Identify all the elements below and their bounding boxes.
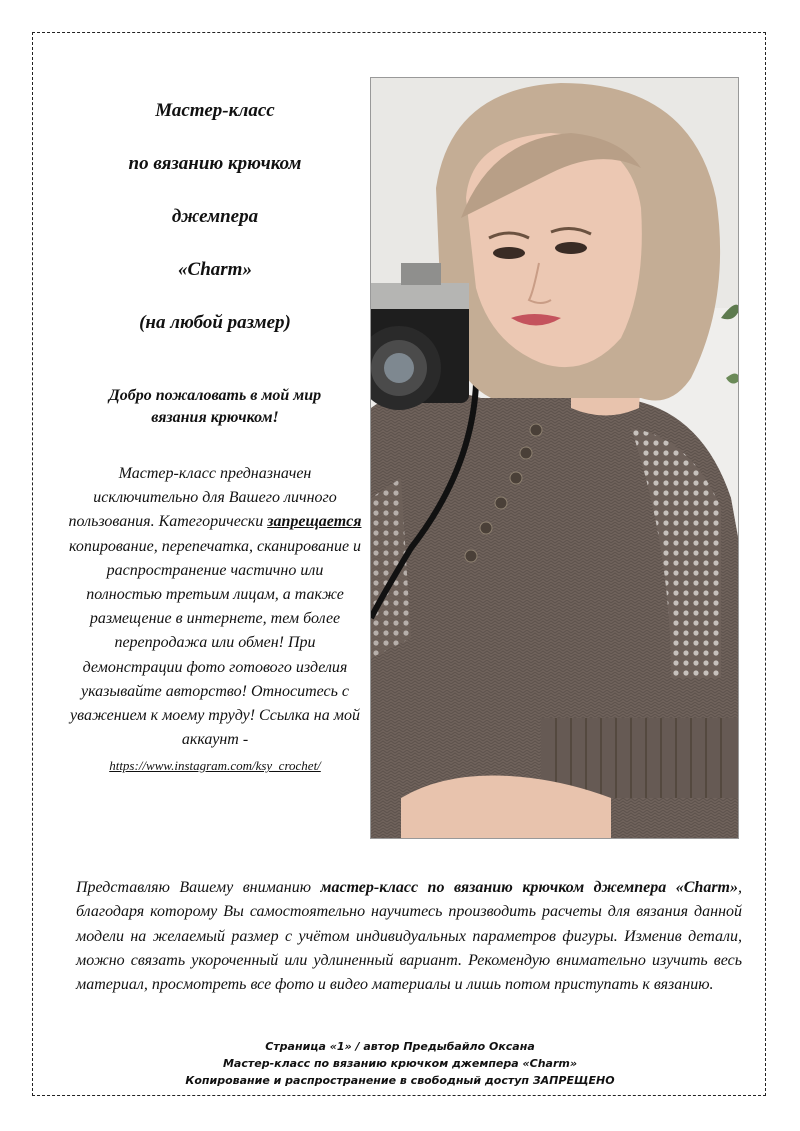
welcome-line: Добро пожаловать в мой мир (108, 387, 322, 404)
title-line: Мастер-класс (155, 100, 275, 121)
intro-text: Представляю Вашему вниманию (76, 879, 321, 896)
notice-text: Мастер-класс предназначен исключительно для Вашего личного пользования. Категорически (68, 465, 337, 531)
title-line: (на любой размер) (139, 312, 291, 333)
title-line: джемпера (171, 206, 259, 227)
author-photo (370, 77, 739, 839)
page-footer (100, 1038, 700, 1089)
welcome-line: вязания крючком! (151, 409, 279, 426)
footer-page-author: Страница «1» / автор Предыбайло Оксана (265, 1040, 535, 1053)
notice-emphasis: запрещается (267, 513, 362, 531)
footer-course-title: Мастер-класс по вязанию крючком джемпера «Charm» (222, 1057, 578, 1070)
woman-in-crochet-jumper-photo (371, 78, 739, 839)
intro-text: , благодаря которому Вы самостоятельно научитесь производить расчеты для вязания данной модели на желаемый размер с учётом индивидуальных параметров фигуры. Изменив детали, можно связать укороченный или удлиненный вариант. Рекомендую внимательно изучить весь материал, просмотреть все фото и видео материалы и лишь потом приступать к вязанию. (76, 879, 742, 994)
title-model-name: «Charm» (178, 259, 252, 280)
title-line: по вязанию крючком (128, 153, 302, 174)
copyright-notice (68, 462, 362, 779)
instagram-link[interactable]: https://www.instagram.com/ksy_crochet/ (109, 758, 321, 774)
title-block (80, 100, 350, 365)
footer-copyright: Копирование и распространение в свободный доступ ЗАПРЕЩЕНО (185, 1074, 615, 1087)
intro-bold-text: мастер-класс по вязанию крючком джемпера «Charm» (320, 879, 738, 896)
welcome-heading (75, 385, 355, 429)
intro-paragraph (76, 876, 742, 997)
notice-text: копирование, перепечатка, сканирование и распространение частично или полностью третьим лицам, а также размещение в интернете, тем более перепродажа или обмен! При демонстрации фото готового изделия указывайте авторство! Относитесь с уважением к моему труду! Ссылка на мой аккаунт - (68, 537, 362, 749)
